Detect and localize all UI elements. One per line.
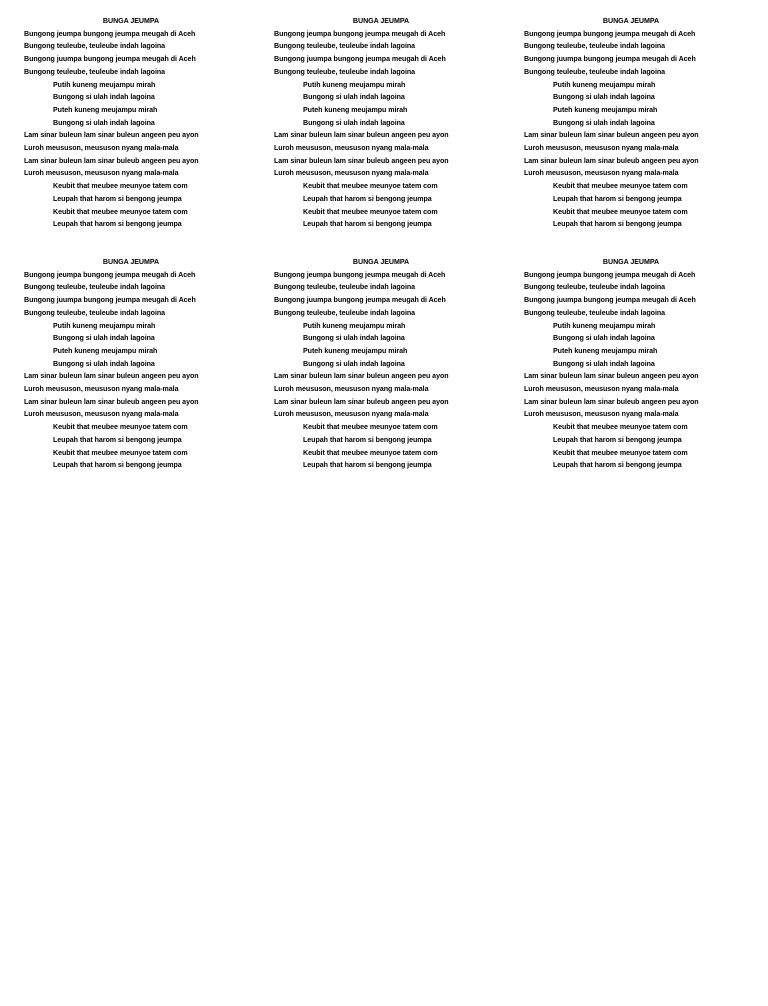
lyric-line: Bungong teuleube, teuleube indah lagoina (524, 308, 666, 317)
lyric-line: Bungong si ulah indah lagoina (303, 93, 405, 102)
lyric-line: Bungong teuleube, teuleube indah lagoina (24, 283, 166, 292)
lyric-line: Lam sinar buleun lam sinar buleun angeen peu ayon (24, 372, 199, 381)
lyric-line: Bungong juumpa bungong jeumpa meugah di Aceh (524, 296, 696, 305)
lyric-line: Leupah that harom si bengong jeumpa (53, 461, 182, 470)
lyric-line: Bungong jeumpa bungong jeumpa meugah di Aceh (274, 29, 446, 38)
lyric-line: Putih kuneng meujampu mirah (303, 321, 406, 330)
lyric-line: Leupah that harom si bengong jeumpa (53, 194, 182, 203)
lyric-line: Bungong si ulah indah lagoina (553, 359, 655, 368)
lyric-line: Bungong teuleube, teuleube indah lagoina (24, 308, 166, 317)
lyric-line: Lam sinar buleun lam sinar buleub angeen peu ayon (24, 397, 199, 406)
lyric-line: Leupah that harom si bengong jeumpa (553, 435, 682, 444)
lyric-line: Bungong jeumpa bungong jeumpa meugah di Aceh (24, 29, 196, 38)
lyric-line: Keubit that meubee meunyoe tatem com (553, 207, 688, 216)
lyric-line: Lam sinar buleun lam sinar buleun angeen peu ayon (524, 131, 699, 140)
lyric-line: Bungong jeumpa bungong jeumpa meugah di Aceh (524, 270, 696, 279)
lyric-line: Bungong juumpa bungong jeumpa meugah di Aceh (274, 296, 446, 305)
lyric-line: Putih kuneng meujampu mirah (53, 80, 156, 89)
lyric-line: Bungong teuleube, teuleube indah lagoina (24, 42, 166, 51)
lyric-line: Bungong teuleube, teuleube indah lagoina (274, 42, 416, 51)
song-title: BUNGA JEUMPA (352, 258, 410, 266)
lyric-block (24, 15, 262, 231)
lyric-line: Keubit that meubee meunyoe tatem com (303, 207, 438, 216)
lyric-line: Bungong si ulah indah lagoina (553, 93, 655, 102)
lyric-line: Luroh meususon, meususon nyang mala-mala (24, 144, 179, 153)
lyric-block (524, 256, 762, 472)
lyric-line: Bungong si ulah indah lagoina (53, 118, 155, 127)
lyric-line: Lam sinar buleun lam sinar buleub angeen peu ayon (274, 397, 449, 406)
song-title: BUNGA JEUMPA (102, 17, 160, 25)
lyric-block (524, 15, 762, 231)
lyric-line: Luroh meususon, meususon nyang mala-mala (524, 385, 679, 394)
song-title: BUNGA JEUMPA (352, 17, 410, 25)
lyric-line: Putih kuneng meujampu mirah (53, 321, 156, 330)
lyric-line: Bungong si ulah indah lagoina (553, 118, 655, 127)
lyric-line: Keubit that meubee meunyoe tatem com (553, 182, 688, 191)
lyric-line: Bungong si ulah indah lagoina (53, 359, 155, 368)
lyric-line: Luroh meususon, meususon nyang mala-mala (524, 169, 679, 178)
lyric-line: Lam sinar buleun lam sinar buleun angeen peu ayon (274, 131, 449, 140)
lyric-line: Lam sinar buleun lam sinar buleun angeen peu ayon (274, 372, 449, 381)
lyric-block (274, 256, 512, 472)
lyric-line: Puteh kuneng meujampu mirah (553, 346, 658, 355)
lyric-line: Bungong teuleube, teuleube indah lagoina (524, 42, 666, 51)
lyric-line: Lam sinar buleun lam sinar buleun angeen peu ayon (24, 131, 199, 140)
lyric-line: Lam sinar buleun lam sinar buleub angeen peu ayon (274, 156, 449, 165)
lyric-line: Bungong teuleube, teuleube indah lagoina (274, 67, 416, 76)
lyric-line: Luroh meususon, meususon nyang mala-mala (524, 410, 679, 419)
lyric-line: Lam sinar buleun lam sinar buleun angeen peu ayon (524, 372, 699, 381)
lyric-line: Puteh kuneng meujampu mirah (53, 346, 158, 355)
lyric-line: Bungong teuleube, teuleube indah lagoina (24, 67, 166, 76)
lyric-line: Luroh meususon, meususon nyang mala-mala (274, 169, 429, 178)
lyric-line: Bungong si ulah indah lagoina (303, 118, 405, 127)
lyric-line: Luroh meususon, meususon nyang mala-mala (24, 410, 179, 419)
lyric-line: Puteh kuneng meujampu mirah (553, 105, 658, 114)
lyric-line: Bungong teuleube, teuleube indah lagoina (524, 67, 666, 76)
lyric-line: Bungong teuleube, teuleube indah lagoina (524, 283, 666, 292)
lyric-line: Bungong jeumpa bungong jeumpa meugah di Aceh (524, 29, 696, 38)
lyric-line: Lam sinar buleun lam sinar buleub angeen peu ayon (24, 156, 199, 165)
lyric-line: Bungong si ulah indah lagoina (53, 93, 155, 102)
lyric-line: Keubit that meubee meunyoe tatem com (53, 448, 188, 457)
lyric-line: Luroh meususon, meususon nyang mala-mala (24, 169, 179, 178)
lyric-line: Keubit that meubee meunyoe tatem com (303, 423, 438, 432)
lyric-line: Bungong si ulah indah lagoina (303, 334, 405, 343)
lyric-line: Bungong juumpa bungong jeumpa meugah di Aceh (24, 55, 196, 64)
lyric-line: Keubit that meubee meunyoe tatem com (553, 448, 688, 457)
lyric-line: Keubit that meubee meunyoe tatem com (553, 423, 688, 432)
lyric-line: Leupah that harom si bengong jeumpa (303, 461, 432, 470)
lyric-line: Puteh kuneng meujampu mirah (303, 346, 408, 355)
lyric-line: Bungong juumpa bungong jeumpa meugah di Aceh (24, 296, 196, 305)
lyric-line: Keubit that meubee meunyoe tatem com (303, 182, 438, 191)
lyric-line: Leupah that harom si bengong jeumpa (553, 220, 682, 229)
lyric-line: Bungong teuleube, teuleube indah lagoina (274, 308, 416, 317)
lyric-line: Leupah that harom si bengong jeumpa (53, 435, 182, 444)
song-title: BUNGA JEUMPA (602, 258, 660, 266)
lyric-line: Lam sinar buleun lam sinar buleub angeen peu ayon (524, 156, 699, 165)
lyric-line: Putih kuneng meujampu mirah (303, 80, 406, 89)
lyric-block (24, 256, 262, 472)
lyric-line: Bungong si ulah indah lagoina (53, 334, 155, 343)
lyric-line: Lam sinar buleun lam sinar buleub angeen peu ayon (524, 397, 699, 406)
lyric-line: Luroh meususon, meususon nyang mala-mala (274, 410, 429, 419)
lyric-line: Putih kuneng meujampu mirah (553, 80, 656, 89)
lyric-line: Leupah that harom si bengong jeumpa (303, 435, 432, 444)
lyric-line: Bungong juumpa bungong jeumpa meugah di Aceh (274, 55, 446, 64)
lyric-line: Keubit that meubee meunyoe tatem com (53, 423, 188, 432)
lyric-line: Leupah that harom si bengong jeumpa (303, 194, 432, 203)
lyric-line: Luroh meususon, meususon nyang mala-mala (274, 144, 429, 153)
lyric-line: Bungong jeumpa bungong jeumpa meugah di Aceh (274, 270, 446, 279)
lyric-line: Keubit that meubee meunyoe tatem com (53, 207, 188, 216)
lyric-line: Putih kuneng meujampu mirah (553, 321, 656, 330)
lyric-line: Bungong jeumpa bungong jeumpa meugah di Aceh (24, 270, 196, 279)
lyric-line: Leupah that harom si bengong jeumpa (53, 220, 182, 229)
lyric-line: Keubit that meubee meunyoe tatem com (303, 448, 438, 457)
lyric-line: Luroh meususon, meususon nyang mala-mala (24, 385, 179, 394)
lyric-line: Leupah that harom si bengong jeumpa (303, 220, 432, 229)
lyric-line: Puteh kuneng meujampu mirah (303, 105, 408, 114)
song-title: BUNGA JEUMPA (102, 258, 160, 266)
lyric-line: Bungong si ulah indah lagoina (553, 334, 655, 343)
lyric-block (274, 15, 512, 231)
lyric-line: Leupah that harom si bengong jeumpa (553, 194, 682, 203)
lyric-line: Puteh kuneng meujampu mirah (53, 105, 158, 114)
lyric-line: Luroh meususon, meususon nyang mala-mala (274, 385, 429, 394)
lyric-line: Keubit that meubee meunyoe tatem com (53, 182, 188, 191)
lyric-line: Bungong teuleube, teuleube indah lagoina (274, 283, 416, 292)
lyric-line: Leupah that harom si bengong jeumpa (553, 461, 682, 470)
song-title: BUNGA JEUMPA (602, 17, 660, 25)
lyric-line: Bungong si ulah indah lagoina (303, 359, 405, 368)
lyric-line: Bungong juumpa bungong jeumpa meugah di Aceh (524, 55, 696, 64)
lyric-line: Luroh meususon, meususon nyang mala-mala (524, 144, 679, 153)
